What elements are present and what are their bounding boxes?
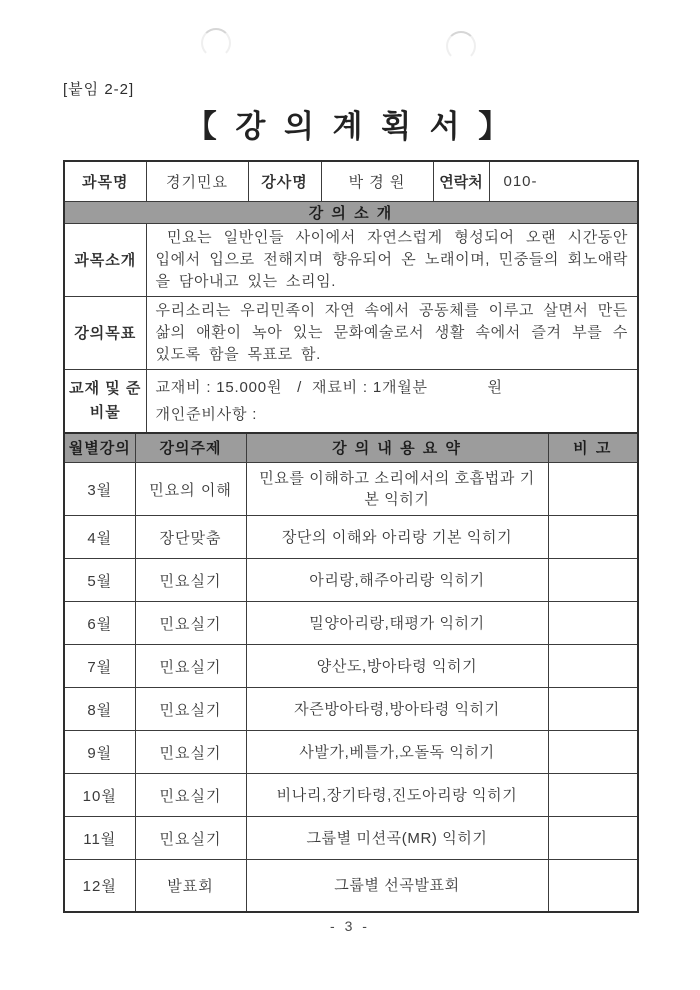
topic-cell: 민요실기	[135, 602, 246, 645]
table-header-row	[64, 433, 638, 463]
summary-cell: 장단의 이해와 아리랑 기본 익히기	[246, 516, 548, 559]
attachment-label: [붙임 2-2]	[63, 81, 135, 98]
table-row	[64, 161, 638, 201]
note-cell	[548, 559, 638, 602]
summary-cell: 양산도,방아타령 익히기	[246, 645, 548, 688]
summary-cell: 민요를 이해하고 소리에서의 호흡법과 기본 익히기	[246, 463, 548, 516]
page-number: - 3 -	[330, 918, 370, 934]
table-row	[64, 731, 638, 774]
note-cell	[548, 688, 638, 731]
contact-label: 연락처	[433, 161, 489, 201]
page-title: 【 강 의 계 획 서 】	[185, 109, 515, 144]
course-goal-text: 우리소리는 우리민족이 자연 속에서 공동체를 이루고 살면서 만든 삶의 애환이 녹아 있는 문화예술로서 생활 속에서 즐겨 부를 수 있도록 함을 목표로 함.	[146, 296, 638, 369]
note-cell	[548, 731, 638, 774]
instructor-value: 박 경 원	[321, 161, 433, 201]
table-row	[64, 559, 638, 602]
course-info-table	[63, 160, 639, 434]
col-header-note: 비 고	[548, 433, 638, 463]
table-row	[64, 201, 638, 223]
note-cell	[548, 860, 638, 912]
table-row	[64, 296, 638, 369]
materials-label: 교재 및 준비물	[64, 369, 146, 433]
month-cell: 11월	[64, 817, 135, 860]
topic-cell: 민요실기	[135, 688, 246, 731]
table-row	[64, 602, 638, 645]
topic-cell: 발표회	[135, 860, 246, 912]
note-cell	[548, 817, 638, 860]
summary-cell: 사발가,베틀가,오돌독 익히기	[246, 731, 548, 774]
col-header-topic: 강의주제	[135, 433, 246, 463]
topic-cell: 민요실기	[135, 559, 246, 602]
subject-intro-text: 민요는 일반인들 사이에서 자연스럽게 형성되어 오랜 시간동안 입에서 입으로 전해지며 향유되어 온 노래이며, 민중들의 회노애락을 담아내고 있는 소리임.	[146, 223, 638, 296]
table-row	[64, 817, 638, 860]
summary-cell: 밀양아리랑,태평가 익히기	[246, 602, 548, 645]
month-cell: 3월	[64, 463, 135, 516]
month-cell: 5월	[64, 559, 135, 602]
topic-cell: 민요실기	[135, 645, 246, 688]
summary-cell: 아리랑,해주아리랑 익히기	[246, 559, 548, 602]
table-row	[64, 516, 638, 559]
topic-cell: 민요의 이해	[135, 463, 246, 516]
col-header-summary: 강 의 내 용 요 약	[246, 433, 548, 463]
materials-cell	[146, 369, 638, 433]
table-row	[64, 223, 638, 296]
lecture-plan-tables	[63, 160, 637, 913]
month-cell: 12월	[64, 860, 135, 912]
month-cell: 7월	[64, 645, 135, 688]
table-row	[64, 369, 638, 433]
section-header-course-intro: 강 의 소 개	[64, 201, 638, 223]
month-cell: 8월	[64, 688, 135, 731]
table-row	[64, 774, 638, 817]
table-row	[64, 688, 638, 731]
instructor-label: 강사명	[248, 161, 321, 201]
materials-fee-line: 교재비 : 15.000원 / 재료비 : 1개월분 원	[155, 378, 503, 396]
note-cell	[548, 516, 638, 559]
topic-cell: 장단맞춤	[135, 516, 246, 559]
month-cell: 4월	[64, 516, 135, 559]
col-header-month: 월별강의	[64, 433, 135, 463]
materials-personal-line: 개인준비사항 :	[155, 405, 258, 423]
note-cell	[548, 645, 638, 688]
note-cell	[548, 774, 638, 817]
month-cell: 9월	[64, 731, 135, 774]
monthly-schedule-table	[63, 432, 639, 913]
table-row	[64, 463, 638, 516]
summary-cell: 비나리,장기타령,진도아리랑 익히기	[246, 774, 548, 817]
note-cell	[548, 463, 638, 516]
summary-cell: 그룹별 미션곡(MR) 익히기	[246, 817, 548, 860]
month-cell: 6월	[64, 602, 135, 645]
summary-cell: 그룹별 선곡발표회	[246, 860, 548, 912]
punch-hole-icon	[201, 28, 231, 58]
table-row	[64, 645, 638, 688]
topic-cell: 민요실기	[135, 731, 246, 774]
punch-hole-icon	[446, 31, 476, 61]
topic-cell: 민요실기	[135, 774, 246, 817]
month-cell: 10월	[64, 774, 135, 817]
subject-name-value: 경기민요	[146, 161, 248, 201]
subject-intro-label: 과목소개	[64, 223, 146, 296]
contact-value: 010-	[489, 161, 638, 201]
note-cell	[548, 602, 638, 645]
table-row	[64, 860, 638, 912]
summary-cell: 자즌방아타령,방아타령 익히기	[246, 688, 548, 731]
subject-name-label: 과목명	[64, 161, 146, 201]
topic-cell: 민요실기	[135, 817, 246, 860]
course-goal-label: 강의목표	[64, 296, 146, 369]
